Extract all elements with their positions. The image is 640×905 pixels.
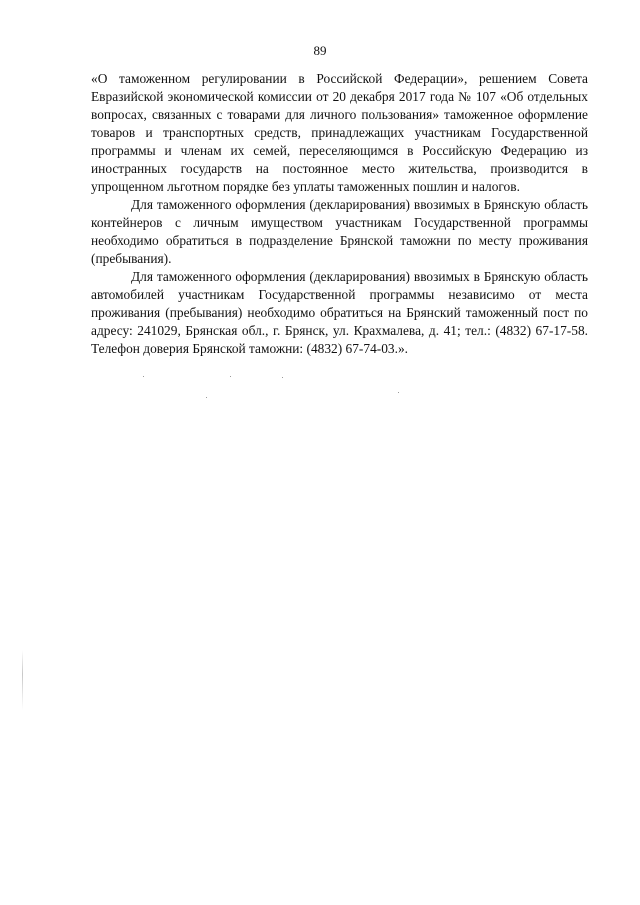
document-body bbox=[91, 70, 588, 358]
scan-edge-mark bbox=[22, 650, 23, 710]
scan-speck bbox=[143, 376, 144, 377]
paragraph-customs-regulation: «О таможенном регулировании в Российской Федерации», решением Совета Евразийской экономической комиссии от 20 декабря 2017 года № 107 «Об отдельных вопросах, связанных с товарами для личного пользования» таможенное оформление товаров и транспортных средств, принадлежащих участникам Государственной программы и членам их семей, переселяющимся в Российскую Федерацию из иностранных государств на постоянное место жительства, производится в упрощенном льготном порядке без уплаты таможенных пошлин и налогов. bbox=[91, 71, 588, 194]
page-number: 89 bbox=[313, 43, 327, 58]
paragraph-containers-declaration: Для таможенного оформления (декларирования) ввозимых в Брянскую область контейнеров с личным имуществом участникам Государственной программы необходимо обратиться в подразделение Брянской таможни по месту проживания (пребывания). bbox=[91, 197, 588, 266]
scan-speck bbox=[398, 392, 399, 393]
scan-speck bbox=[282, 377, 283, 378]
paragraph-vehicles-declaration: Для таможенного оформления (декларирования) ввозимых в Брянскую область автомобилей участникам Государственной программы независимо от места проживания (пребывания) необходимо обратиться на Брянский таможенный пост по адресу: 241029, Брянская обл., г. Брянск, ул. Крахмалева, д. 41; тел.: (4832) 67-17-58. Телефон доверия Брянской таможни: (4832) 67-74-03.». bbox=[91, 269, 588, 356]
scan-speck bbox=[230, 376, 231, 377]
scan-speck bbox=[206, 397, 207, 398]
